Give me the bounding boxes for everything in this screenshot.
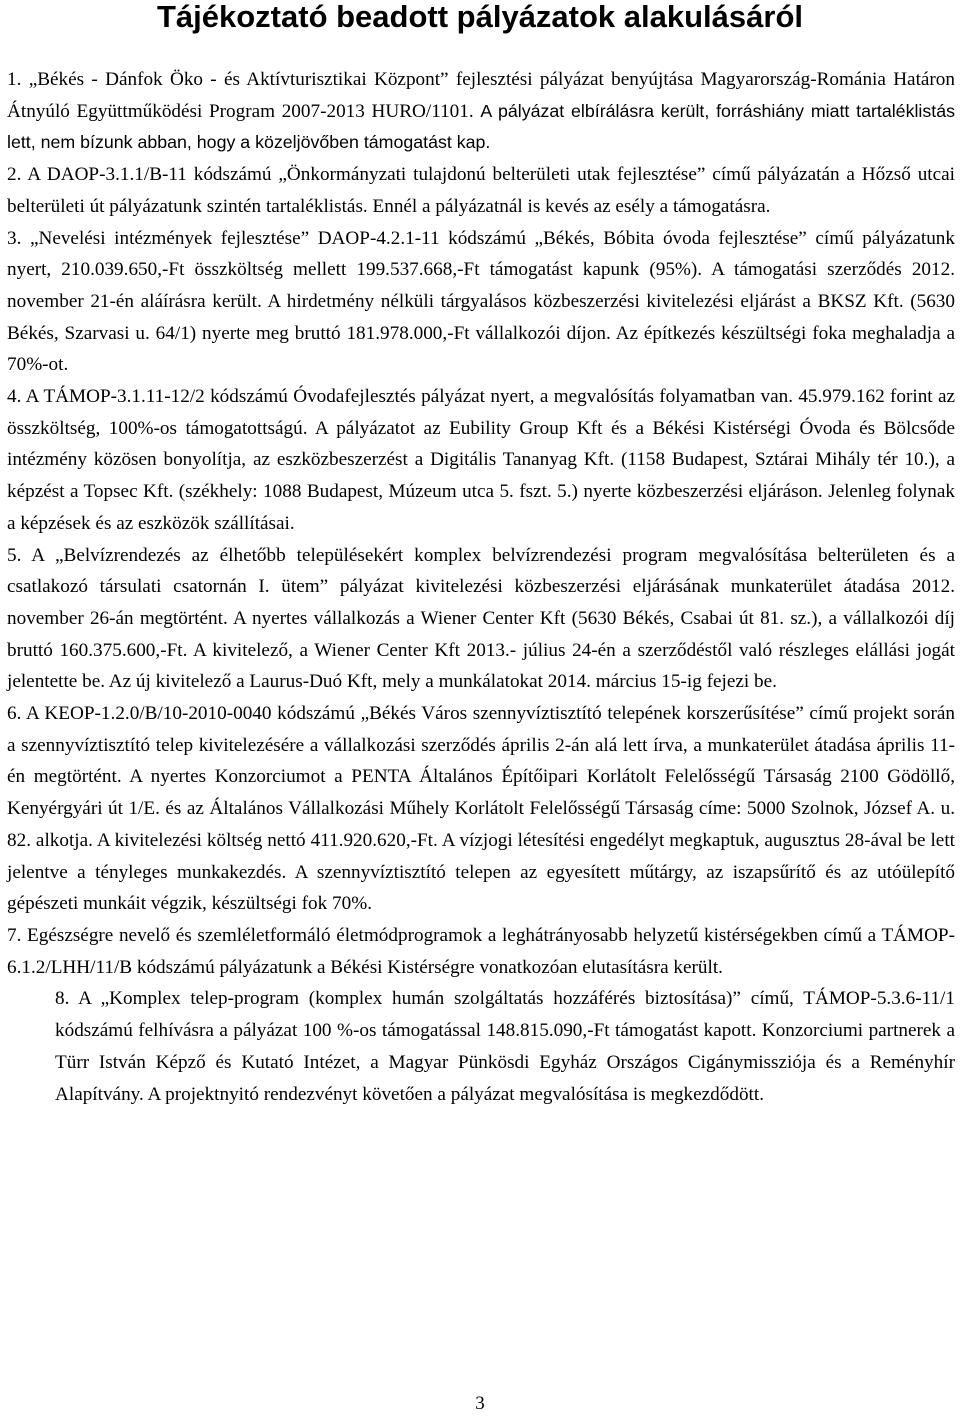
- list-item-1: [7, 64, 955, 159]
- list-item-3: 3. „Nevelési intézmények fejlesztése” DAOP-4.2.1-11 kódszámú „Békés, Bóbita óvoda fejlesztése” című pályázatunk nyert, 210.039.650,-Ft összköltség mellett 199.537.668,-Ft támogatást kapunk (95%). A támogatási szerződés 2012. november 21-én aláírásra került. A hirdetmény nélküli tárgyalásos közbeszerzési kivitelezési eljárást a BKSZ Kft. (5630 Békés, Szarvasi u. 64/1) nyerte meg bruttó 181.978.000,-Ft vállalkozói díjon. Az építkezés készültségi foka meghaladja a 70%-ot.: [7, 227, 955, 376]
- page-number: 3: [475, 1393, 485, 1414]
- list-item-7: 7. Egészségre nevelő és szemléletformáló életmódprogramok a leghátrányosabb helyzetű kistérségekben című a TÁMOP-6.1.2/LHH/11/B kódszámú pályázatunk a Békési Kistérségre vonatkozóan elutasításra került.: [7, 924, 955, 978]
- list-item-6: 6. A KEOP-1.2.0/B/10-2010-0040 kódszámú „Békés Város szennyvíztisztító telepének korszerűsítése” című projekt során a szennyvíztisztító telep kivitelezésére a vállalkozási szerződés április 2-án alá lett írva, a munkaterület átadása április 11-én megtörtént. A nyertes Konzorciumot a PENTA Általános Építőipari Korlátolt Felelősségű Társaság 2100 Gödöllő, Kenyérgyári út 1/E. és az Általános Vállalkozási Műhely Korlátolt Felelősségű Társaság címe: 5000 Szolnok, József A. u. 82. alkotja. A kivitelezési költség nettó 411.920.620,-Ft. A vízjogi létesítési engedélyt megkaptuk, augusztus 28-ával be lett jelentve a tényleges munkakezdés. A szennyvíztisztító telepen az egyesített műtárgy, az iszapsűrítő és az utóülepítő gépészeti munkáit végzik, készültségi fok 70%.: [7, 703, 955, 915]
- item-2-heading: 2. A DAOP-3.1.1/B-11 kódszámú „Önkormányzati tulajdonú belterületi utak fejlesztése” című pályázatán a Hőzső utcai belterületi út pályázatunk szintén tartaléklistás.: [7, 164, 955, 217]
- item-2-text: Ennél a pályázatnál is kevés az esély a támogatásra.: [372, 195, 771, 217]
- list-item-5: 5. A „Belvízrendezés az élhetőbb településekért komplex belvízrendezési program megvalósítása belterületen és a csatlakozó társulati csatornán I. ütem” pályázat kivitelezési közbeszerzési eljárásának munkaterület átadása 2012. november 26-án megtörtént. A nyertes vállalkozás a Wiener Center Kft (5630 Békés, Csabai út 81. sz.), a vállalkozói díj bruttó 160.375.600,-Ft. A kivitelező, a Wiener Center Kft 2013.- július 24-én a szerződéstől való részleges elállási jogát jelentette be. Az új kivitelező a Laurus-Duó Kft, mely a munkálatokat 2014. március 15-ig fejezi be.: [7, 544, 955, 693]
- item-1-text: A pályázat elbírálásra került, forráshiány miatt tartaléklistás lett, nem bízunk abban, hogy a közeljövőben támogatást kap.: [7, 100, 955, 153]
- list-item-8: 8. A „Komplex telep-program (komplex humán szolgáltatás hozzáférés biztosítása)” című, TÁMOP-5.3.6-11/1 kódszámú felhívásra a pályázat 100 %-os támogatással 148.815.090,-Ft támogatást kapott. Konzorciumi partnerek a Türr István Képző és Kutató Intézet, a Magyar Pünkösdi Egyház Országos Cigánymissziója és a Reményhír Alapítvány. A projektnyitó rendezvényt követően a pályázat megvalósítása is megkezdődött.: [55, 988, 955, 1105]
- item-1-heading: 1. „Békés - Dánfok Öko - és Aktívturisztikai Központ” fejlesztési pályázat benyújtása Magyarország-Románia Határon Átnyúló Együttműködési Program 2007-2013 HURO/1101.: [7, 69, 955, 122]
- page-title: Tájékoztató beadott pályázatok alakulásáról: [156, 0, 804, 34]
- list-item-4: 4. A TÁMOP-3.1.11-12/2 kódszámú Óvodafejlesztés pályázat nyert, a megvalósítás folyamatban van. 45.979.162 forint az összköltség, 100%-os támogatottságú. A pályázatot az Eubility Group Kft és a Békési Kistérségi Óvoda és Bölcsőde intézmény közösen bonyolítja, az eszközbeszerzést a Digitális Tananyag Kft. (1158 Budapest, Sztárai Mihály tér 10.), a képzést a Topsec Kft. (székhely: 1088 Budapest, Múzeum utca 5. fszt. 5.) nyerte közbeszerzési eljáráson. Jelenleg folynak a képzések és az eszközök szállításai.: [7, 386, 955, 534]
- document-body: [7, 64, 955, 1110]
- list-item-2: [7, 159, 955, 222]
